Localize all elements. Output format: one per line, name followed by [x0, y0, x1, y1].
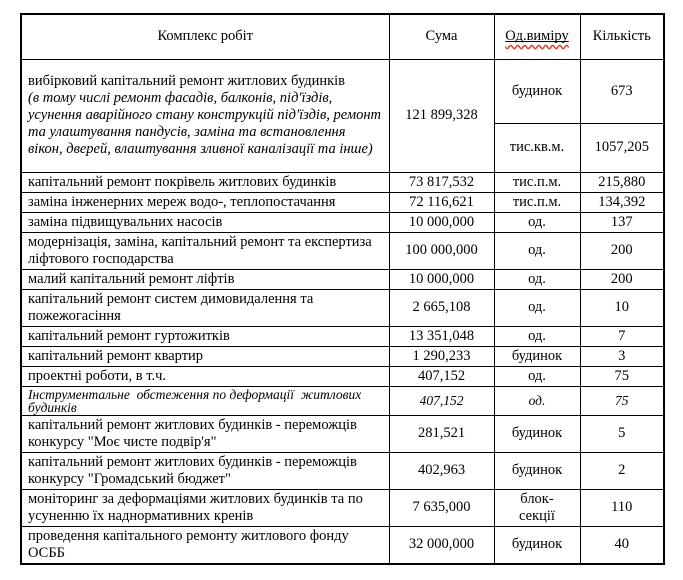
sum-cell: 2 665,108 [389, 289, 494, 326]
sum-cell: 73 817,532 [389, 172, 494, 192]
table-row [21, 346, 664, 366]
unit-cell: будинок [494, 526, 580, 564]
spellcheck-wavy-underline [505, 28, 568, 44]
col-header-works: Комплекс робіт [21, 14, 389, 59]
col-header-unit [494, 14, 580, 59]
unit-cell: од. [494, 232, 580, 269]
work-cell: малий капітальний ремонт ліфтів [21, 269, 389, 289]
header-row [21, 14, 664, 59]
table-row [21, 489, 664, 526]
sum-cell: 10 000,000 [389, 269, 494, 289]
table-row [21, 526, 664, 564]
qty-cell: 200 [580, 232, 664, 269]
work-cell: Інструментальне обстеження по деформації житлових будинків [21, 386, 389, 415]
qty-cell: 110 [580, 489, 664, 526]
work-cell: капітальний ремонт покрівель житлових будинків [21, 172, 389, 192]
work-cell: капітальний ремонт житлових будинків - переможців конкурсу "Моє чисте подвір'я" [21, 415, 389, 452]
qty-cell: 5 [580, 415, 664, 452]
table-row [21, 269, 664, 289]
table-row [21, 452, 664, 489]
sum-cell: 407,152 [389, 366, 494, 386]
qty-cell: 215,880 [580, 172, 664, 192]
table-row-group-sub1 [21, 59, 664, 123]
table-row [21, 192, 664, 212]
table-row [21, 232, 664, 269]
sum-cell: 13 351,048 [389, 326, 494, 346]
work-cell [21, 59, 389, 172]
sum-cell: 121 899,328 [389, 59, 494, 172]
qty-cell: 673 [580, 59, 664, 123]
sum-cell: 32 000,000 [389, 526, 494, 564]
col-header-sum: Сума [389, 14, 494, 59]
work-cell: капітальний ремонт квартир [21, 346, 389, 366]
sum-cell: 1 290,233 [389, 346, 494, 366]
unit-cell: тис.п.м. [494, 192, 580, 212]
work-cell: заміна підвищувальних насосів [21, 212, 389, 232]
unit-cell: тис.кв.м. [494, 123, 580, 172]
unit-cell: будинок [494, 452, 580, 489]
work-cell: проведення капітального ремонту житлового фонду ОСББ [21, 526, 389, 564]
table-row [21, 366, 664, 386]
table-row-italic [21, 386, 664, 415]
unit-cell: од. [494, 326, 580, 346]
sum-cell: 407,152 [389, 386, 494, 415]
unit-cell: од. [494, 269, 580, 289]
unit-cell: тис.п.м. [494, 172, 580, 192]
qty-cell: 40 [580, 526, 664, 564]
unit-cell: блок-секції [494, 489, 580, 526]
unit-cell: од. [494, 289, 580, 326]
work-cell: заміна інженерних мереж водо-, теплопостачання [21, 192, 389, 212]
qty-cell: 3 [580, 346, 664, 366]
qty-cell: 134,392 [580, 192, 664, 212]
work-cell: модернізація, заміна, капітальний ремонт та експертиза ліфтового господарства [21, 232, 389, 269]
unit-cell: од. [494, 386, 580, 415]
sum-cell: 281,521 [389, 415, 494, 452]
work-cell: капітальний ремонт гуртожитків [21, 326, 389, 346]
qty-cell: 137 [580, 212, 664, 232]
qty-cell: 75 [580, 366, 664, 386]
table-row [21, 212, 664, 232]
sum-cell: 100 000,000 [389, 232, 494, 269]
work-cell: проектні роботи, в т.ч. [21, 366, 389, 386]
sum-cell: 10 000,000 [389, 212, 494, 232]
work-cell: моніторинг за деформаціями житлових будинків та по усуненню їх наднормативних кренів [21, 489, 389, 526]
col-header-qty: Кількість [580, 14, 664, 59]
works-table [20, 13, 665, 565]
sum-cell: 7 635,000 [389, 489, 494, 526]
qty-cell: 75 [580, 386, 664, 415]
unit-cell: будинок [494, 346, 580, 366]
table-row [21, 415, 664, 452]
unit-cell: будинок [494, 415, 580, 452]
qty-cell: 200 [580, 269, 664, 289]
work-cell: капітальний ремонт житлових будинків - переможців конкурсу "Громадський бюджет" [21, 452, 389, 489]
unit-cell: од. [494, 212, 580, 232]
unit-cell: будинок [494, 59, 580, 123]
table-row [21, 326, 664, 346]
sum-cell: 402,963 [389, 452, 494, 489]
qty-cell: 10 [580, 289, 664, 326]
work-cell: капітальний ремонт систем димовидалення та пожежогасіння [21, 289, 389, 326]
sum-cell: 72 116,621 [389, 192, 494, 212]
qty-cell: 1057,205 [580, 123, 664, 172]
qty-cell: 7 [580, 326, 664, 346]
table-row [21, 289, 664, 326]
unit-cell: од. [494, 366, 580, 386]
col-header-unit-label: Од.виміру [505, 28, 569, 45]
work-title: вибірковий капітальний ремонт житлових будинків [28, 73, 346, 89]
work-note: (в тому числі ремонт фасадів, балконів, під'їздів, усунення аварійного стану конструкцій під'їздів, ремонт та улаштування пандусів, заміна та встановлення вікон, дверей, влаштування зливної каналізації та інше) [28, 90, 381, 157]
qty-cell: 2 [580, 452, 664, 489]
table-row [21, 172, 664, 192]
